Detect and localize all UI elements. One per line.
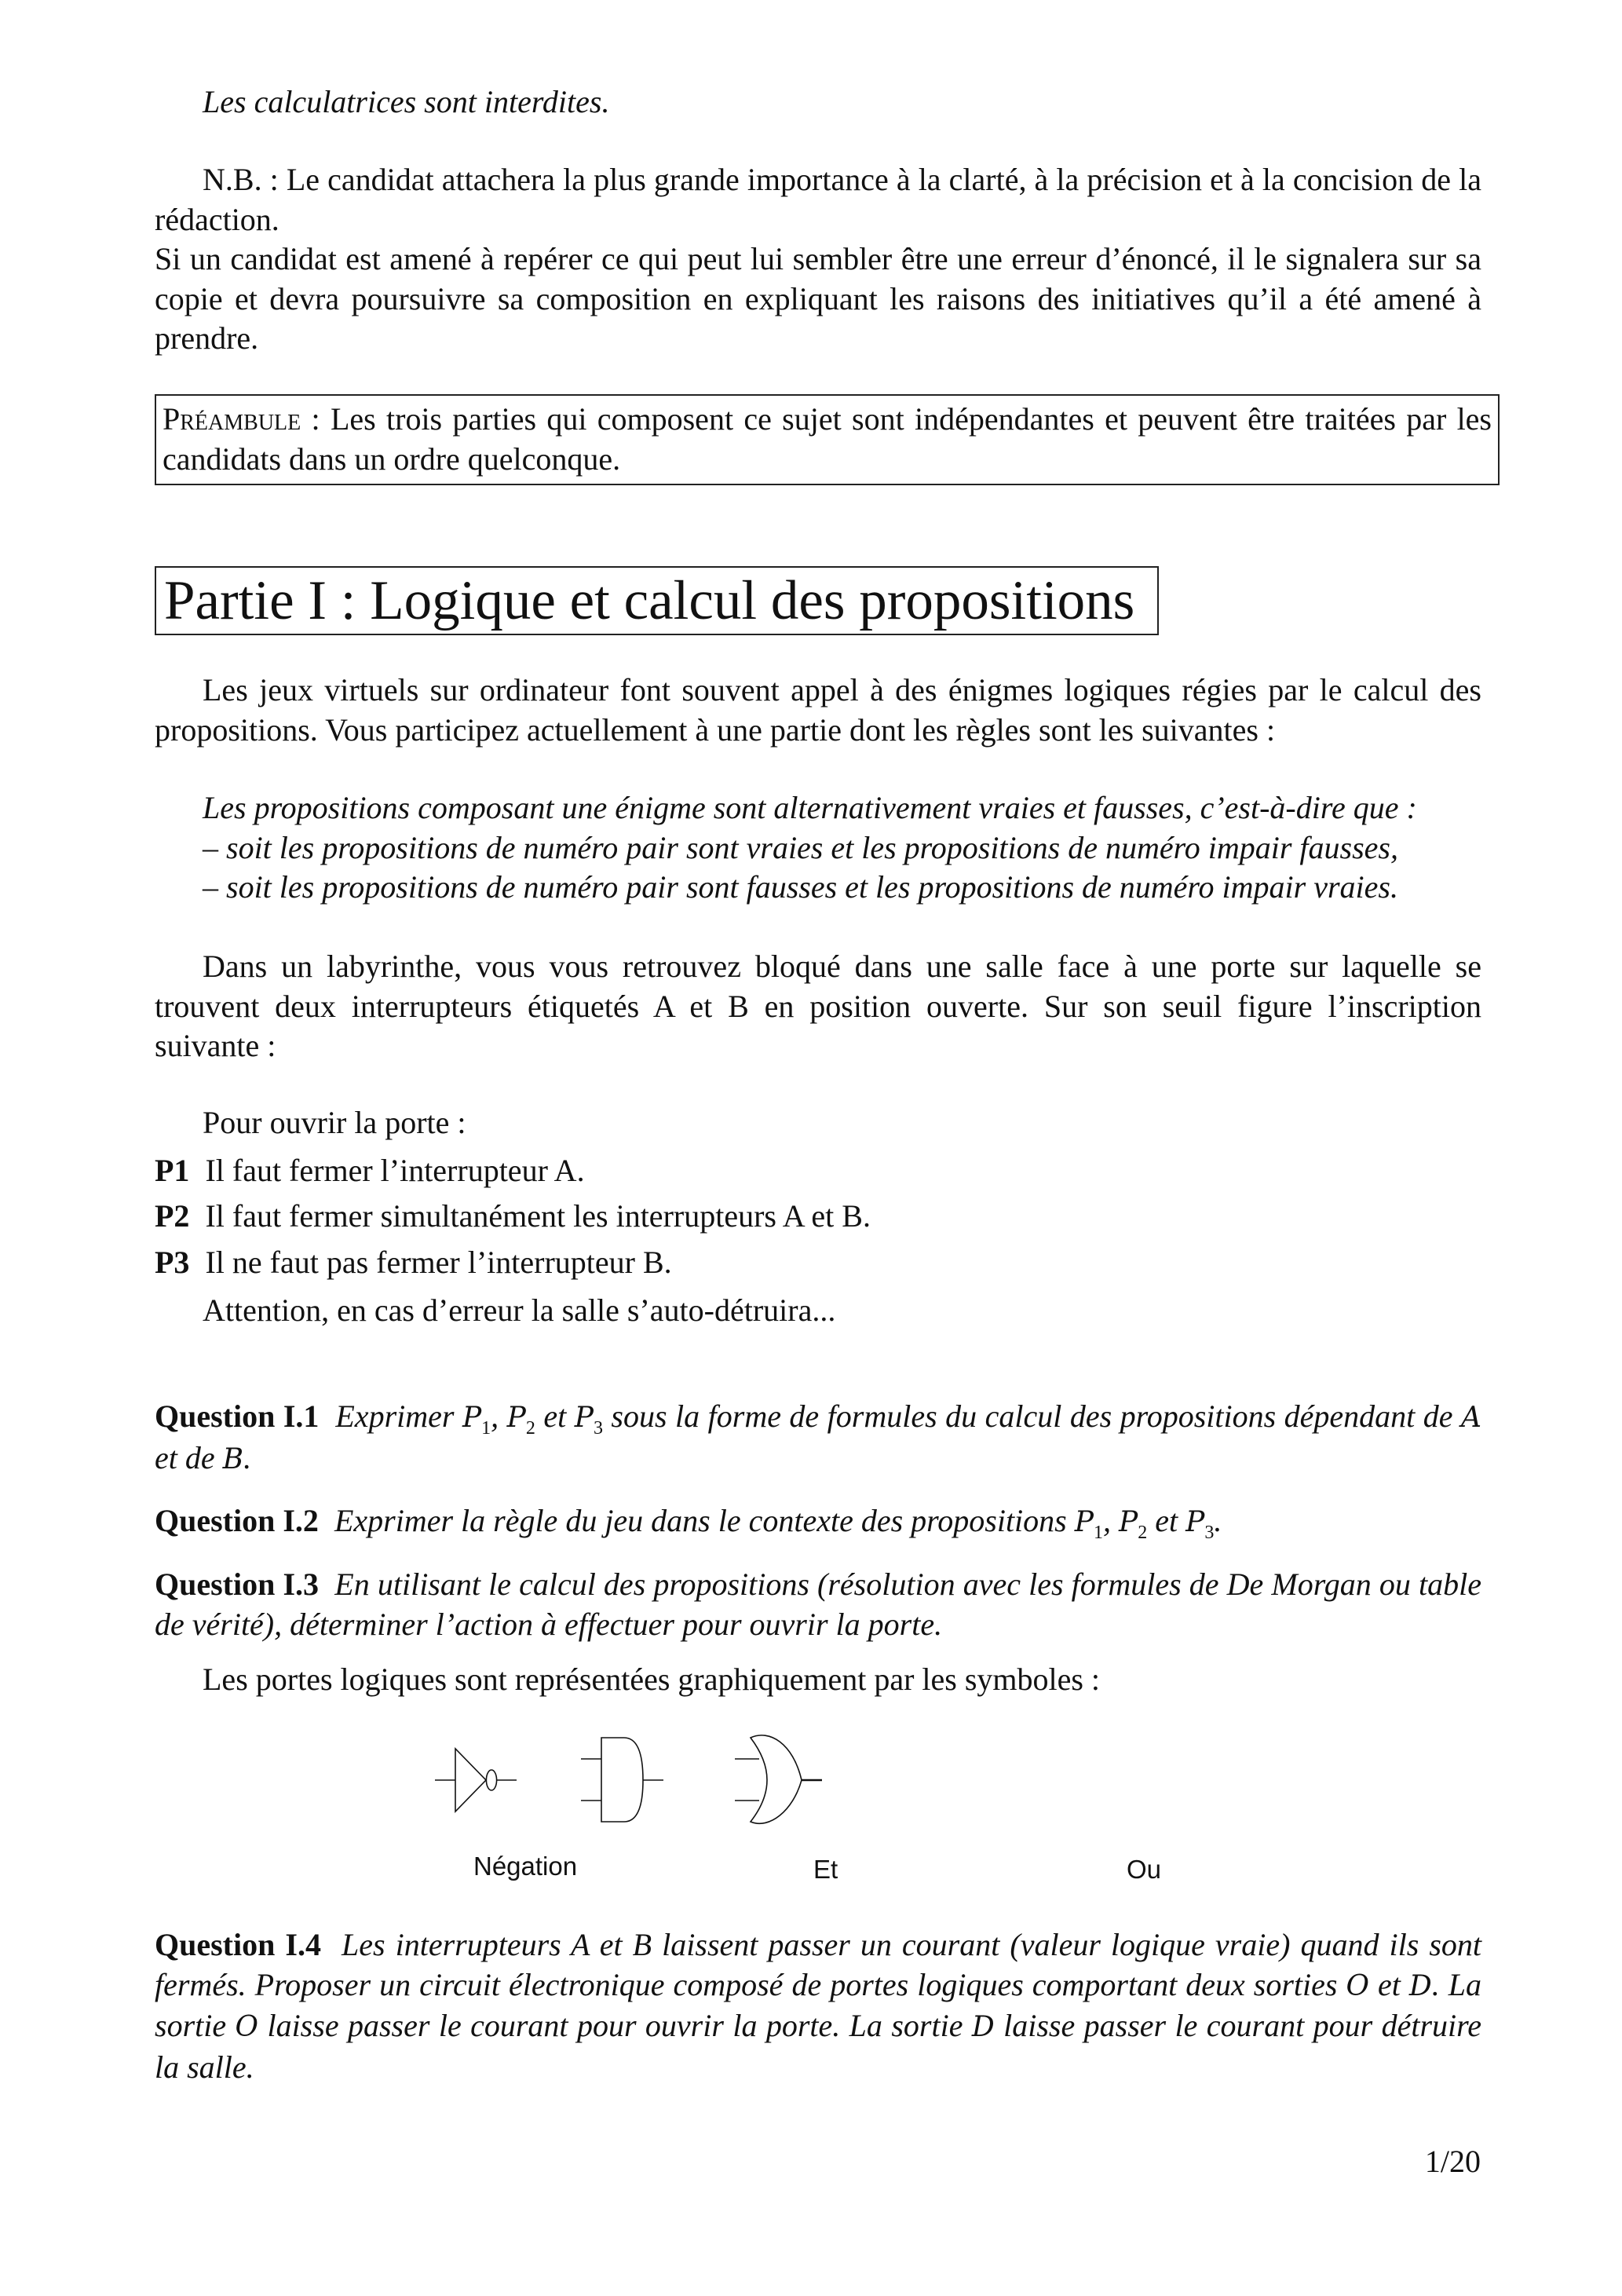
text-run: . bbox=[243, 1439, 252, 1475]
calculators-notice: Les calculatrices sont interdites. bbox=[203, 84, 610, 119]
page-number: 1/20 bbox=[1424, 2144, 1481, 2179]
proposition-p2 bbox=[155, 1197, 871, 1237]
question-text bbox=[155, 1398, 1481, 1475]
text-run: et de bbox=[155, 1439, 223, 1475]
text-run: , bbox=[1102, 1503, 1119, 1538]
not-gate-icon bbox=[435, 1749, 517, 1812]
text-run: et bbox=[535, 1398, 575, 1434]
question-text bbox=[334, 1503, 1222, 1543]
question-label: Question I.4 bbox=[155, 1927, 321, 1962]
rules-lead: Les propositions composant une énigme sont alternativement vraies et fausses, c’est-à-dire que : bbox=[203, 790, 1417, 825]
nb-paragraph-2: Si un candidat est amené à repérer ce qui peut lui sembler être une erreur d’énoncé, il le signalera sur sa copie et devra poursuivre sa composition en expliquant les raisons des initiatives qu’il a été amené à prendre. bbox=[155, 241, 1481, 356]
math-symbol: B bbox=[222, 1442, 244, 1475]
part-title: Partie I : Logique et calcul des propositions bbox=[155, 566, 1159, 635]
preamble-box bbox=[155, 394, 1500, 485]
nb-paragraph: N.B. : Le candidat attachera la plus grande importance à la clarté, à la précision et à la concision de la rédaction. bbox=[155, 162, 1481, 237]
math-subscript: 1 bbox=[1093, 1523, 1103, 1543]
question-1-3 bbox=[155, 1565, 1481, 1644]
rules-block bbox=[155, 788, 1481, 908]
intro-paragraph: Les jeux virtuels sur ordinateur font souvent appel à des énigmes logiques régies par le calcul des propositions. Vous participez actuellement à une partie dont les règles sont les suivantes : bbox=[155, 672, 1481, 748]
math-symbol: P bbox=[1074, 1506, 1094, 1538]
math-symbol: P bbox=[574, 1402, 594, 1434]
and-gate-icon bbox=[581, 1738, 663, 1822]
labyrinth-paragraph: Dans un labyrinthe, vous vous retrouvez bloqué dans une salle face à une porte sur laquelle se trouvent deux interrupteurs étiquetés A et B en position ouverte. Sur son seuil figure l’inscription suivante : bbox=[155, 949, 1481, 1063]
math-subscript: 3 bbox=[593, 1418, 603, 1439]
question-1-1 bbox=[155, 1397, 1481, 1479]
rules-item: – soit les propositions de numéro pair sont vraies et les propositions de numéro impair fausses, bbox=[203, 829, 1398, 865]
question-1-4 bbox=[155, 1925, 1481, 2087]
proposition-p3 bbox=[155, 1243, 672, 1283]
prop-label: P3 bbox=[155, 1245, 190, 1280]
math-symbol: A bbox=[1461, 1402, 1482, 1434]
text-run: . La sortie bbox=[155, 1966, 1482, 2043]
math-symbol: O bbox=[235, 2011, 259, 2043]
math-symbol: O bbox=[1346, 1969, 1369, 2002]
math-symbol: P bbox=[462, 1402, 482, 1434]
text-run: laisse passer le courant pour détruire la salle. bbox=[155, 2008, 1481, 2085]
gate-label-negation: Négation bbox=[473, 1852, 578, 1881]
preamble-label: Préambule bbox=[163, 401, 301, 437]
text-run: laisse passer le courant pour ouvrir la porte. La sortie bbox=[258, 2008, 972, 2043]
text-run: Exprimer bbox=[335, 1398, 462, 1434]
math-symbol: P bbox=[1118, 1506, 1138, 1538]
gate-label-and: Et bbox=[813, 1855, 838, 1884]
gates-intro: Les portes logiques sont représentées graphiquement par les symboles : bbox=[203, 1662, 1101, 1697]
text-run: En utilisant le calcul des propositions (résolution avec les formules de De Morgan ou table de vérité), déterminer l’action à effectuer pour ouvrir la porte. bbox=[155, 1567, 1482, 1642]
text-run: Exprimer la règle du jeu dans le contexte des propositions bbox=[334, 1503, 1075, 1538]
math-symbol: P bbox=[1185, 1506, 1205, 1538]
math-symbol: D bbox=[971, 2011, 995, 2043]
or-gate-icon bbox=[735, 1735, 822, 1823]
math-subscript: 1 bbox=[481, 1418, 491, 1439]
prop-text: Il faut fermer l’interrupteur A. bbox=[205, 1153, 585, 1188]
math-symbol: P bbox=[506, 1402, 526, 1434]
question-label: Question I.3 bbox=[155, 1567, 320, 1602]
text-run: et bbox=[1147, 1503, 1186, 1538]
text-run: sous la forme de formules du calcul des propositions dépendant de bbox=[602, 1398, 1462, 1434]
question-text bbox=[155, 1567, 1481, 1642]
text-run: et bbox=[1368, 1966, 1409, 2002]
question-label: Question I.2 bbox=[155, 1503, 319, 1538]
text-run: , bbox=[491, 1398, 507, 1434]
prop-label: P2 bbox=[155, 1198, 190, 1234]
prop-text: Il ne faut pas fermer l’interrupteur B. bbox=[205, 1245, 672, 1280]
warning: Attention, en cas d’erreur la salle s’auto-détruira... bbox=[203, 1292, 836, 1328]
math-subscript: 2 bbox=[525, 1418, 535, 1439]
text-run: Les interrupteurs A et B laissent passer un courant (valeur logique vraie) quand ils sont fermés. Proposer un circuit électronique composé de portes logiques comportant deux sorties bbox=[155, 1927, 1481, 2002]
math-subscript: 3 bbox=[1204, 1523, 1215, 1543]
inscription-lead: Pour ouvrir la porte : bbox=[203, 1105, 466, 1140]
math-symbol: D bbox=[1408, 1969, 1432, 2002]
question-label: Question I.1 bbox=[155, 1398, 320, 1434]
math-subscript: 2 bbox=[1138, 1523, 1148, 1543]
prop-text: Il faut fermer simultanément les interrupteurs A et B. bbox=[205, 1198, 871, 1234]
question-1-2 bbox=[155, 1501, 1481, 1543]
question-text bbox=[155, 1927, 1481, 2085]
text-run: . bbox=[1214, 1503, 1222, 1538]
preamble-text: : Les trois parties qui composent ce sujet sont indépendantes et peuvent être traitées par les candidats dans un ordre quelconque. bbox=[163, 401, 1492, 477]
gate-label-or: Ou bbox=[1127, 1855, 1162, 1884]
rules-item: – soit les propositions de numéro pair sont fausses et les propositions de numéro impair vraies. bbox=[203, 869, 1398, 905]
prop-label: P1 bbox=[155, 1153, 190, 1188]
proposition-p1 bbox=[155, 1151, 585, 1191]
